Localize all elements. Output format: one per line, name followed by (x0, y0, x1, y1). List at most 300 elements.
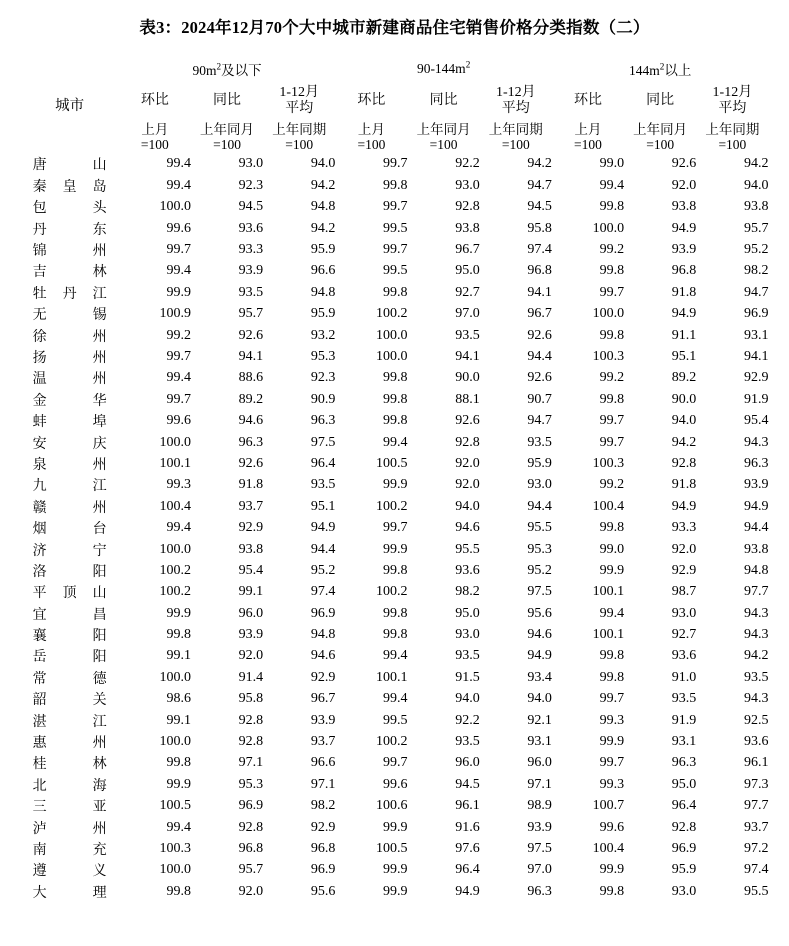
city-name-cell (21, 710, 119, 731)
city-name (33, 454, 107, 474)
value-cell: 99.8 (599, 199, 625, 215)
value-cell: 100.7 (592, 798, 625, 814)
value-cell: 99.9 (599, 562, 625, 578)
value-cell: 93.2 (310, 327, 336, 343)
value-cell: 99.8 (599, 327, 625, 343)
value-cell: 99.3 (166, 477, 191, 493)
city-name (33, 711, 107, 731)
header-city (21, 56, 119, 154)
city-name-char: 州 (92, 500, 107, 516)
value-cell: 94.2 (527, 156, 552, 172)
value-cell: 93.5 (671, 691, 697, 707)
value-cell: 99.7 (383, 755, 408, 771)
city-name (33, 818, 107, 838)
header-base-mom-over144 (552, 120, 624, 154)
value-cell: 93.7 (310, 734, 336, 750)
city-name-char: 江 (92, 714, 107, 730)
value-cell: 99.2 (599, 477, 625, 493)
city-name-char: 州 (92, 736, 107, 752)
city-name-char: 北 (32, 778, 47, 794)
value-cell: 91.5 (455, 669, 480, 685)
table-row (21, 304, 769, 325)
value-cell: 92.9 (744, 370, 769, 386)
value-cell: 92.9 (671, 562, 697, 578)
city-name-char: 赣 (32, 500, 47, 516)
city-name-char: 亚 (92, 800, 107, 816)
value-cell: 93.6 (744, 734, 769, 750)
value-cell: 92.7 (671, 627, 697, 643)
table-row (21, 453, 769, 474)
value-cell: 95.3 (310, 349, 336, 364)
table-row (21, 817, 769, 838)
value-cell: 95.6 (527, 605, 552, 621)
city-name-char: 韶 (32, 693, 47, 709)
header-group-90-144 (335, 56, 552, 82)
city-name-cell (21, 154, 119, 175)
group-label-prefix: 90-144m (416, 60, 466, 76)
value-cell: 100.3 (592, 455, 625, 471)
base-line1: 上月 (141, 121, 169, 137)
value-cell: 95.8 (527, 220, 552, 236)
city-name-char: 唐 (32, 158, 47, 174)
city-name-char: 山 (92, 586, 107, 602)
value-cell: 92.6 (671, 156, 697, 172)
value-cell: 99.5 (383, 263, 408, 279)
value-cell: 95.3 (527, 541, 552, 557)
city-name-char: 义 (92, 864, 107, 880)
value-cell: 99.9 (599, 734, 625, 750)
city-name (33, 240, 107, 260)
city-name-char: 常 (32, 671, 47, 687)
city-name-char: 州 (92, 821, 107, 837)
city-name-char: 吉 (32, 265, 47, 281)
base-line2: =100 (285, 136, 314, 152)
value-cell: 100.0 (592, 306, 625, 322)
value-cell: 100.4 (592, 840, 625, 856)
value-cell: 99.4 (166, 177, 191, 193)
table-row (21, 432, 769, 453)
value-cell: 100.2 (376, 498, 408, 514)
value-cell: 99.8 (599, 883, 625, 899)
value-cell: 99.7 (166, 391, 191, 407)
city-name-char: 大 (32, 885, 47, 901)
table-header (21, 56, 769, 154)
city-name-char: 牡 (32, 286, 47, 302)
value-cell: 99.6 (599, 819, 625, 835)
group-label-suffix: 以上 (664, 62, 692, 78)
value-cell: 99.9 (383, 883, 408, 899)
value-cell: 90.0 (455, 370, 480, 386)
value-cell: 94.0 (455, 691, 480, 707)
city-name-cell (21, 261, 119, 282)
value-cell: 96.8 (671, 263, 697, 279)
city-name (33, 561, 107, 581)
city-name (33, 518, 107, 538)
city-name-char: 庆 (92, 436, 107, 452)
value-cell: 94.8 (310, 627, 336, 643)
city-name (33, 283, 107, 303)
table-row (21, 624, 769, 645)
value-cell: 99.7 (166, 242, 191, 258)
base-line2: =100 (429, 136, 458, 152)
value-cell: 99.9 (383, 819, 408, 835)
value-cell: 93.0 (527, 477, 552, 493)
value-cell: 100.0 (592, 220, 625, 236)
city-name-char: 阳 (92, 564, 107, 580)
value-cell: 100.1 (592, 584, 625, 600)
value-cell: 95.5 (744, 883, 769, 899)
city-name-cell (21, 624, 119, 645)
value-cell: 93.5 (455, 327, 480, 343)
value-cell: 94.8 (310, 199, 336, 215)
value-cell: 99.8 (599, 520, 625, 536)
value-cell: 100.1 (376, 669, 408, 685)
city-name (33, 753, 107, 773)
city-name-char: 包 (32, 201, 47, 217)
page-title: 表3：2024年12月70个大中城市新建商品住宅销售价格分类指数（二） (139, 18, 650, 37)
value-cell: 93.9 (238, 627, 264, 643)
city-name (33, 839, 107, 859)
value-cell: 88.6 (238, 370, 264, 386)
value-cell: 96.1 (744, 755, 769, 771)
value-cell: 100.1 (159, 455, 191, 471)
value-cell: 94.1 (744, 349, 769, 364)
value-cell: 99.8 (383, 605, 408, 621)
value-cell: 95.2 (527, 562, 552, 578)
value-cell: 94.6 (310, 648, 336, 664)
value-cell: 92.8 (238, 819, 264, 835)
value-cell: 93.7 (744, 819, 769, 835)
base-line1: 上年同期 (705, 121, 760, 137)
value-cell: 94.0 (527, 691, 552, 707)
table-row (21, 496, 769, 517)
value-cell: 97.0 (527, 862, 552, 878)
value-cell: 91.4 (238, 669, 264, 685)
city-name-cell (21, 560, 119, 581)
value-cell: 99.6 (383, 776, 408, 792)
header-group-over144 (552, 56, 769, 82)
table-row (21, 368, 769, 389)
value-cell: 99.9 (383, 862, 408, 878)
value-cell: 100.1 (592, 627, 625, 643)
city-name-char: 理 (92, 885, 107, 901)
value-cell: 95.2 (744, 242, 769, 258)
value-cell: 92.8 (455, 199, 480, 215)
value-cell: 94.7 (744, 284, 769, 300)
city-name-cell (21, 796, 119, 817)
city-name (33, 197, 107, 217)
value-cell: 99.1 (166, 712, 191, 728)
value-cell: 94.9 (671, 498, 697, 514)
table-row (21, 154, 769, 175)
value-cell: 99.7 (599, 755, 625, 771)
value-cell: 99.8 (383, 177, 408, 193)
value-cell: 97.4 (527, 242, 552, 258)
header-base-mom-90-144 (335, 120, 407, 154)
value-cell: 99.8 (599, 391, 625, 407)
value-cell: 100.3 (592, 349, 625, 364)
value-cell: 92.8 (671, 455, 697, 471)
table-container (21, 56, 769, 903)
city-name-char: 蚌 (32, 415, 47, 431)
city-name-cell (21, 453, 119, 474)
city-name-char: 昌 (92, 607, 107, 623)
value-cell: 95.7 (238, 306, 264, 322)
city-name-char: 安 (32, 436, 47, 452)
city-name-char: 丹 (32, 222, 47, 238)
value-cell: 96.7 (527, 306, 552, 322)
value-cell: 99.9 (383, 541, 408, 557)
value-cell: 92.0 (671, 541, 697, 557)
header-measure-yoy-over144: 同比 (646, 92, 675, 108)
value-cell: 94.6 (238, 413, 264, 429)
header-base-avg-over144 (696, 120, 768, 154)
value-cell: 90.7 (527, 391, 552, 407)
value-cell: 99.7 (383, 156, 408, 172)
value-cell: 100.9 (159, 306, 191, 322)
value-cell: 96.3 (310, 413, 336, 429)
table-row (21, 774, 769, 795)
value-cell: 99.7 (383, 520, 408, 536)
value-cell: 99.8 (599, 648, 625, 664)
value-cell: 94.4 (744, 520, 769, 536)
value-cell: 90.0 (671, 391, 697, 407)
value-cell: 95.5 (455, 541, 480, 557)
city-name-char: 江 (92, 286, 107, 302)
value-cell: 96.6 (310, 755, 336, 771)
value-cell: 92.0 (238, 648, 264, 664)
city-name (33, 475, 107, 495)
value-cell: 92.8 (238, 734, 264, 750)
city-name-cell (21, 197, 119, 218)
header-base-yoy-over144 (624, 120, 696, 154)
group-label-sup: 2 (216, 61, 222, 72)
value-cell: 95.7 (238, 862, 264, 878)
base-line2: =100 (574, 136, 602, 152)
value-cell: 89.2 (671, 370, 697, 386)
value-cell: 92.6 (527, 327, 552, 343)
city-name-cell (21, 475, 119, 496)
value-cell: 99.0 (599, 541, 625, 557)
table-row (21, 838, 769, 859)
city-name-cell (21, 753, 119, 774)
city-name-char: 阳 (92, 629, 107, 645)
city-name-char: 州 (92, 351, 107, 366)
city-name-cell (21, 539, 119, 560)
city-name-cell (21, 646, 119, 667)
value-cell: 99.3 (599, 712, 625, 728)
value-cell: 94.5 (238, 199, 264, 215)
city-name-char: 阳 (92, 650, 107, 666)
value-cell: 95.6 (310, 883, 336, 899)
value-cell: 96.4 (455, 862, 480, 878)
value-cell: 91.0 (671, 669, 697, 685)
city-name-cell (21, 218, 119, 239)
table-row (21, 475, 769, 496)
value-cell: 93.5 (455, 734, 480, 750)
price-index-table (21, 56, 769, 903)
value-cell: 97.7 (744, 798, 769, 814)
value-cell: 99.8 (383, 284, 408, 300)
group-label-prefix: 144m (629, 62, 660, 78)
value-cell: 96.9 (671, 840, 697, 856)
city-name-char: 徐 (32, 329, 47, 345)
city-name-char: 林 (92, 265, 107, 281)
value-cell: 100.0 (159, 199, 191, 215)
city-name-char: 三 (32, 800, 47, 816)
city-name-cell (21, 881, 119, 902)
table-row (21, 282, 769, 303)
avg-line1: 1-12月 (712, 85, 753, 101)
city-name (33, 882, 107, 902)
city-name-cell (21, 817, 119, 838)
value-cell: 96.9 (744, 306, 769, 322)
city-name-char: 州 (92, 457, 107, 473)
value-cell: 95.1 (310, 498, 336, 514)
value-cell: 99.8 (383, 370, 408, 386)
value-cell: 93.3 (671, 520, 697, 536)
value-cell: 100.4 (592, 498, 625, 514)
table-body (21, 154, 769, 903)
value-cell: 94.8 (310, 284, 336, 300)
value-cell: 99.3 (599, 776, 625, 792)
value-cell: 94.4 (527, 349, 552, 364)
value-cell: 100.6 (376, 798, 408, 814)
city-name-cell (21, 389, 119, 410)
city-name-char: 九 (32, 479, 47, 495)
value-cell: 94.6 (527, 627, 552, 643)
value-cell: 91.8 (671, 284, 697, 300)
value-cell: 98.9 (527, 798, 552, 814)
base-line2: =100 (718, 136, 747, 152)
value-cell: 91.6 (455, 819, 480, 835)
value-cell: 96.3 (744, 455, 769, 471)
city-name-char: 州 (92, 329, 107, 345)
value-cell: 95.3 (238, 776, 264, 792)
value-cell: 93.3 (238, 242, 264, 258)
value-cell: 94.3 (744, 434, 769, 450)
value-cell: 93.6 (671, 648, 697, 664)
city-name-char: 海 (92, 778, 107, 794)
value-cell: 92.9 (310, 669, 336, 685)
value-cell: 91.9 (671, 712, 697, 728)
value-cell: 100.2 (376, 306, 408, 322)
city-name-char: 济 (32, 543, 47, 559)
base-line2: =100 (501, 136, 530, 152)
value-cell: 99.8 (166, 883, 191, 899)
value-cell: 99.2 (599, 242, 625, 258)
table-row (21, 582, 769, 603)
header-measure-mom-under90: 环比 (140, 92, 169, 108)
value-cell: 93.9 (310, 712, 336, 728)
base-line1: 上年同期 (488, 121, 543, 137)
header-measure-avg-90-144 (480, 82, 552, 120)
city-name-cell (21, 582, 119, 603)
value-cell: 100.0 (376, 327, 408, 343)
value-cell: 93.1 (671, 734, 697, 750)
value-cell: 88.1 (455, 391, 480, 407)
value-cell: 98.2 (455, 584, 480, 600)
city-name (33, 625, 107, 645)
value-cell: 100.4 (159, 498, 191, 514)
table-row (21, 731, 769, 752)
city-name-cell (21, 667, 119, 688)
value-cell: 94.3 (744, 627, 769, 643)
value-cell: 100.0 (159, 734, 191, 750)
base-line1: 上年同月 (633, 121, 688, 137)
header-measure-yoy-under90: 同比 (213, 92, 242, 108)
value-cell: 99.9 (166, 605, 191, 621)
base-line1: 上月 (357, 121, 385, 137)
value-cell: 96.7 (310, 691, 336, 707)
value-cell: 91.8 (238, 477, 264, 493)
value-cell: 98.2 (310, 798, 336, 814)
avg-line2: 平均 (718, 100, 747, 116)
city-name (33, 304, 107, 324)
header-base-yoy-90-144 (408, 120, 480, 154)
base-line1: 上年同月 (200, 121, 255, 137)
city-name-char: 州 (92, 372, 107, 388)
city-name (33, 540, 107, 560)
city-name-cell (21, 496, 119, 517)
value-cell: 96.8 (238, 840, 264, 856)
value-cell: 100.0 (159, 669, 191, 685)
value-cell: 92.1 (527, 712, 552, 728)
value-cell: 92.2 (455, 156, 480, 172)
value-cell: 99.7 (599, 691, 625, 707)
value-cell: 93.5 (527, 434, 552, 450)
avg-line2: 平均 (501, 100, 530, 116)
city-name-char: 平 (32, 586, 47, 602)
value-cell: 92.8 (238, 712, 264, 728)
value-cell: 97.5 (527, 840, 552, 856)
city-name-char: 遵 (32, 864, 47, 880)
value-cell: 99.4 (383, 648, 408, 664)
value-cell: 93.7 (238, 498, 264, 514)
table-row (21, 239, 769, 260)
value-cell: 92.6 (527, 370, 552, 386)
city-name (33, 261, 107, 281)
value-cell: 93.5 (238, 284, 264, 300)
value-cell: 100.0 (159, 434, 191, 450)
value-cell: 94.0 (455, 498, 480, 514)
header-measure-mom-90-144: 环比 (357, 92, 386, 108)
city-name-cell (21, 304, 119, 325)
value-cell: 93.5 (310, 477, 336, 493)
city-name-char: 秦 (32, 179, 47, 195)
city-name (33, 176, 107, 196)
group-label-suffix: 及以下 (221, 62, 262, 78)
table-row (21, 667, 769, 688)
city-name (33, 604, 107, 624)
value-cell: 99.0 (599, 156, 625, 172)
table-row (21, 389, 769, 410)
city-name-char: 南 (32, 842, 47, 858)
city-name (33, 796, 107, 816)
value-cell: 93.0 (238, 156, 264, 172)
city-name-char: 华 (92, 393, 107, 409)
value-cell: 96.9 (310, 862, 336, 878)
city-name (33, 732, 107, 752)
value-cell: 93.0 (455, 177, 480, 193)
value-cell: 93.9 (671, 242, 697, 258)
value-cell: 93.0 (455, 627, 480, 643)
value-cell: 99.4 (599, 605, 625, 621)
city-name-cell (21, 175, 119, 196)
value-cell: 92.3 (310, 370, 336, 386)
value-cell: 94.9 (671, 306, 697, 322)
city-name-char: 温 (32, 372, 47, 388)
